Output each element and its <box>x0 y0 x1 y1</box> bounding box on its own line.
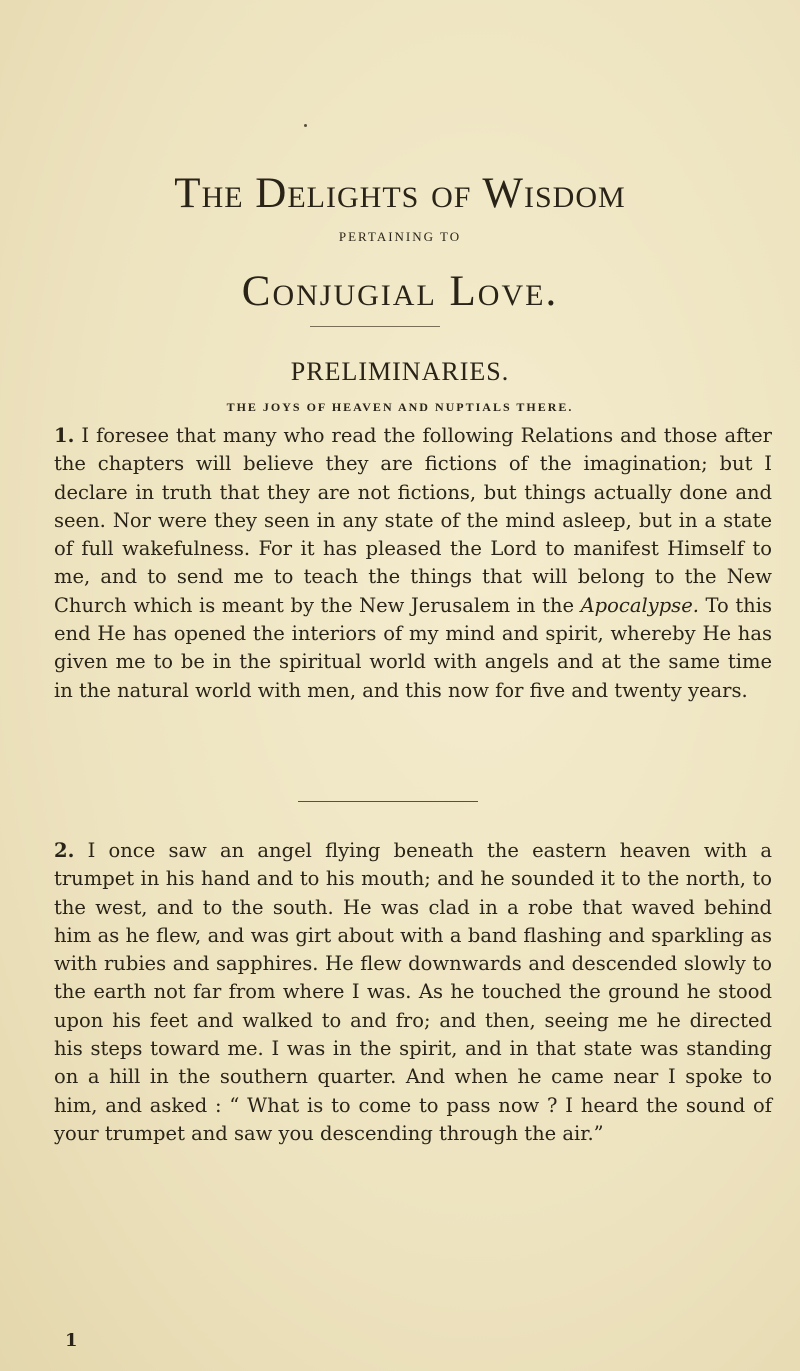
paragraph-1 <box>54 422 772 705</box>
section-heading: PRELIMINARIES. <box>290 357 510 386</box>
italic-title: Apocalypse. <box>580 593 699 617</box>
paragraph-text: I foresee that many who read the following Relations and those after the chapters will believe they are fictions of the imagination; but I declare in truth that they are not fictions, but things actually done and seen. Nor were they seen in any state of the mind asleep, but in a state of full wakefulness. For it has pleased the Lord to manifest Himself to me, and to send me to teach the things that will belong to the New Church which is meant by the New Jerusalem in the <box>54 424 772 617</box>
book-title-2: Conjugial Love. <box>241 268 559 315</box>
paragraph-number: 1. <box>54 424 75 447</box>
pertaining-line: PERTAINING TO <box>338 229 462 244</box>
page-number: 1 <box>65 1330 78 1351</box>
paragraph-text: To this end He has opened the interiors of my mind and spirit, whereby He has given me to be in the spiritual world with angels and at the same time in the natural world with men, and this now for five and twenty years. <box>54 593 772 702</box>
title-rule <box>310 326 440 327</box>
paragraph-number: 2. <box>54 839 75 862</box>
paragraph-text: I once saw an angel flying beneath the eastern heaven with a trumpet in his hand and to his mouth; and he sounded it to the north, to the west, and to the south. He was clad in a robe that waved behind him as he flew, and was girt about with a band flashing and sparkling as with rubies and sapphires. He flew downwards and descended slowly to the earth not far from where I was. As he touched the ground he stood upon his feet and walked to and fro; and then, seeing me he directed his steps toward me. I was in the spirit, and in that state was standing on a hill in the southern quarter. And when he came near I spoke to him, and asked : “ What is to come to pass now ? I heard the sound of your trumpet and saw you descending through the air.” <box>54 839 772 1145</box>
section-divider <box>298 801 478 802</box>
paragraph-2 <box>54 837 772 1148</box>
book-title: The Delights of Wisdom <box>174 170 626 217</box>
ink-speck <box>304 124 307 127</box>
section-subheading: THE JOYS OF HEAVEN AND NUPTIALS THERE. <box>226 400 574 414</box>
